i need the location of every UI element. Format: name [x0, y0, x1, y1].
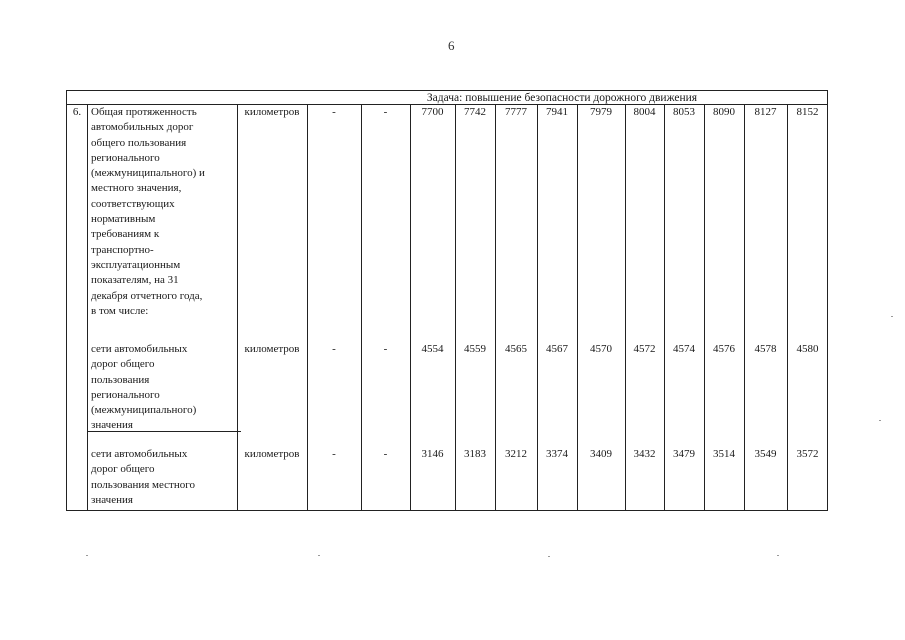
row-value: 8152 [796, 106, 819, 118]
indicator-table [66, 90, 828, 511]
row-name [91, 105, 234, 319]
row-name-line: в том числе: [91, 304, 149, 317]
row-name-line: пользования [91, 373, 150, 386]
row-dash: - [332, 343, 336, 355]
row-name-line: дорог общего [91, 358, 155, 371]
scan-speck [879, 420, 881, 421]
row-value: 3572 [796, 448, 819, 460]
row-value: 3409 [590, 448, 612, 460]
row-name-line: (межмуниципального) [91, 404, 197, 417]
row-name-line: местного значения, [91, 182, 182, 195]
row-name-line: регионального [91, 151, 160, 164]
row-name-line: пользования местного [91, 478, 195, 491]
scan-speck [86, 555, 88, 556]
row-unit: километров [244, 343, 300, 355]
row-value: 7941 [546, 106, 568, 118]
row-value: 8090 [713, 106, 735, 118]
row-name-line: общего пользования [91, 136, 187, 149]
row-value: 7979 [590, 106, 612, 118]
row-value: 4574 [673, 343, 695, 355]
row-value: 7742 [464, 106, 486, 118]
scan-speck [891, 316, 893, 317]
row-value: 8053 [673, 106, 695, 118]
row-name-line: показателям, на 31 [91, 274, 179, 287]
row-name-line: транспортно- [91, 243, 154, 256]
row-value: 4578 [754, 343, 777, 355]
page-number: 6 [448, 38, 455, 53]
row-value: 4559 [464, 343, 486, 355]
scan-speck [318, 555, 320, 556]
scan-speck [548, 556, 550, 557]
row-value: 3183 [464, 448, 486, 460]
row-dash: - [383, 343, 388, 355]
row-value: 3479 [673, 448, 695, 460]
row-unit: километров [244, 106, 300, 118]
row-name-line: автомобильных дорог [91, 121, 194, 134]
scan-speck [777, 555, 779, 556]
row-dash: - [383, 448, 388, 460]
row-name-line: дорог общего [91, 463, 155, 476]
row-value: 3549 [754, 448, 777, 460]
row-value: 4554 [421, 343, 444, 355]
task-header: Задача: повышение безопасности дорожного движения [67, 91, 827, 105]
col-line [87, 104, 88, 510]
row-name-line: нормативным [91, 213, 156, 226]
row-value: 7700 [421, 106, 444, 118]
row-name-line: требованиям к [91, 228, 160, 241]
row-value: 8004 [633, 106, 656, 118]
row-value: 4565 [505, 343, 527, 355]
row-value: 7777 [505, 106, 527, 118]
row-value: 3432 [633, 448, 656, 460]
row-number: 6. [72, 106, 82, 118]
row-value: 4572 [633, 343, 656, 355]
row-name-line: значения [91, 493, 133, 506]
row-value: 3374 [546, 448, 568, 460]
row-name-line: декабря отчетного года, [91, 289, 203, 302]
row-name [91, 447, 234, 508]
row-name-line: сети автомобильных [91, 343, 188, 355]
row-name-line: регионального [91, 388, 160, 401]
row-name-line: Общая протяженность [91, 106, 197, 118]
row-dash: - [332, 106, 336, 118]
row-dash: - [383, 106, 388, 118]
row-name-line: значения [91, 419, 133, 432]
row-name-line: (межмуниципального) и [91, 167, 205, 180]
row-value: 4576 [713, 343, 735, 355]
row-value: 4567 [546, 343, 568, 355]
row-name-line: сети автомобильных [91, 448, 188, 460]
row-value: 3514 [713, 448, 735, 460]
row-value: 8127 [754, 106, 777, 118]
row-dash: - [332, 448, 336, 460]
row-name-line: эксплуатационным [91, 258, 181, 271]
row-name-line: соответствующих [91, 197, 175, 210]
row-value: 3146 [421, 448, 444, 460]
row-name [91, 342, 234, 434]
row-unit: километров [244, 448, 300, 460]
row-value: 4580 [796, 343, 819, 355]
row-value: 4570 [590, 343, 612, 355]
row-value: 3212 [505, 448, 527, 460]
